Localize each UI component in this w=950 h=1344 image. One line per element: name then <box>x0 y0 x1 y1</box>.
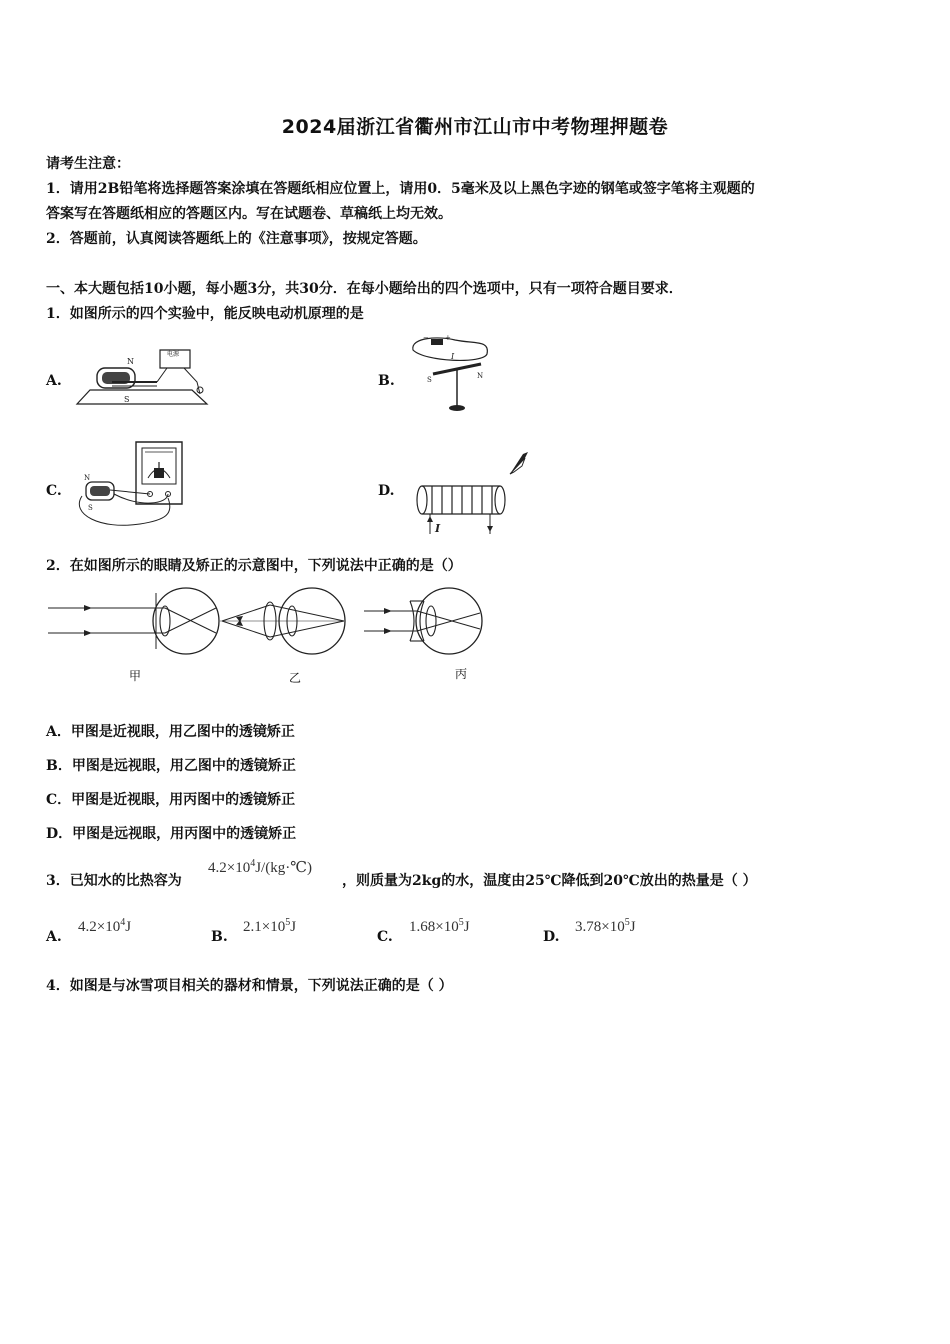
q3-option-a-value: $4.2\times 10^4J$ <box>78 917 132 935</box>
q2-eye-figures <box>44 585 494 685</box>
q3-option-d-label: D. <box>543 929 560 945</box>
q1b-plus-label: + <box>445 334 451 342</box>
q2-option-b: B．甲图是远视眼，用乙图中的透镜矫正 <box>46 758 296 774</box>
q1-option-d-label: D. <box>378 483 395 499</box>
q2-caption-jia: 甲 <box>129 669 142 683</box>
q1b-i-label: I <box>451 352 455 361</box>
q1c-s-label: S <box>88 504 93 512</box>
eye-figure-bing <box>364 588 482 654</box>
q1-option-c-label: C. <box>46 483 62 499</box>
question-2-stem: 2．在如图所示的眼睛及矫正的示意图中，下列说法中正确的是（） <box>46 558 462 574</box>
notice-line-1a: 1．请用2B铅笔将选择题答案涂填在答题纸相应位置上，请用0．5毫米及以上黑色字迹的钢笔或签字笔将主观题的 <box>46 181 755 197</box>
q1-figure-a <box>72 342 222 412</box>
q2-caption-yi: 乙 <box>289 671 302 685</box>
q1-figure-b <box>405 332 495 414</box>
q1b-s-label: S <box>427 376 432 384</box>
notice-heading: 请考生注意： <box>46 156 130 172</box>
q1c-n-label: N <box>84 474 91 482</box>
q3-option-a-label: A. <box>46 929 62 945</box>
section-heading: 一、本大题包括10小题，每小题3分，共30分．在每小题给出的四个选项中，只有一项符合题目要求． <box>46 281 683 297</box>
q1-option-a-label: A. <box>46 373 62 389</box>
q3-specific-heat: $4.2\times 10^4J/(kg\cdot℃)$ <box>208 858 312 876</box>
question-1-stem: 1．如图所示的四个实验中，能反映电动机原理的是 <box>46 306 364 322</box>
eye-figure-yi <box>220 588 345 654</box>
question-4-stem: 4．如图是与冰雪项目相关的器材和情景，下列说法正确的是（ ） <box>46 978 453 994</box>
q2-caption-bing: 丙 <box>455 667 468 681</box>
eye-figure-jia <box>48 588 219 654</box>
page-title: 2024届浙江省衢州市江山市中考物理押题卷 <box>281 116 669 138</box>
notice-line-1b: 答案写在答题纸相应的答题区内。写在试题卷、草稿纸上均无效。 <box>46 206 452 222</box>
question-3-stem-after: ，则质量为2kg的水，温度由25℃降低到20℃放出的热量是（ ） <box>342 873 757 889</box>
q3-option-c-value: $1.68\times 10^5J$ <box>409 917 470 935</box>
q1d-i-label: I <box>435 522 441 535</box>
q1-figure-c <box>70 438 200 538</box>
q1b-minus-label: − <box>423 334 429 342</box>
svg-text:电源: 电源 <box>167 351 180 358</box>
q2-option-c: C．甲图是近视眼，用丙图中的透镜矫正 <box>46 792 296 808</box>
q3-option-b-label: B. <box>211 929 228 945</box>
q1a-n-label: N <box>127 357 134 366</box>
q2-option-a: A．甲图是近视眼，用乙图中的透镜矫正 <box>46 724 295 740</box>
q1a-s-label: S <box>124 395 130 404</box>
q1-figure-d <box>410 448 535 538</box>
q3-option-d-value: $3.78\times 10^5J$ <box>575 917 636 935</box>
q2-option-d: D．甲图是远视眼，用丙图中的透镜矫正 <box>46 826 297 842</box>
q1-option-b-label: B. <box>378 373 395 389</box>
q3-option-c-label: C. <box>377 929 393 945</box>
notice-line-2: 2．答题前，认真阅读答题纸上的《注意事项》，按规定答题。 <box>46 231 427 247</box>
q1b-n-label: N <box>477 372 484 380</box>
q3-option-b-value: $2.1\times 10^5J$ <box>243 917 297 935</box>
question-3-stem-before: 3．已知水的比热容为 <box>46 873 182 889</box>
